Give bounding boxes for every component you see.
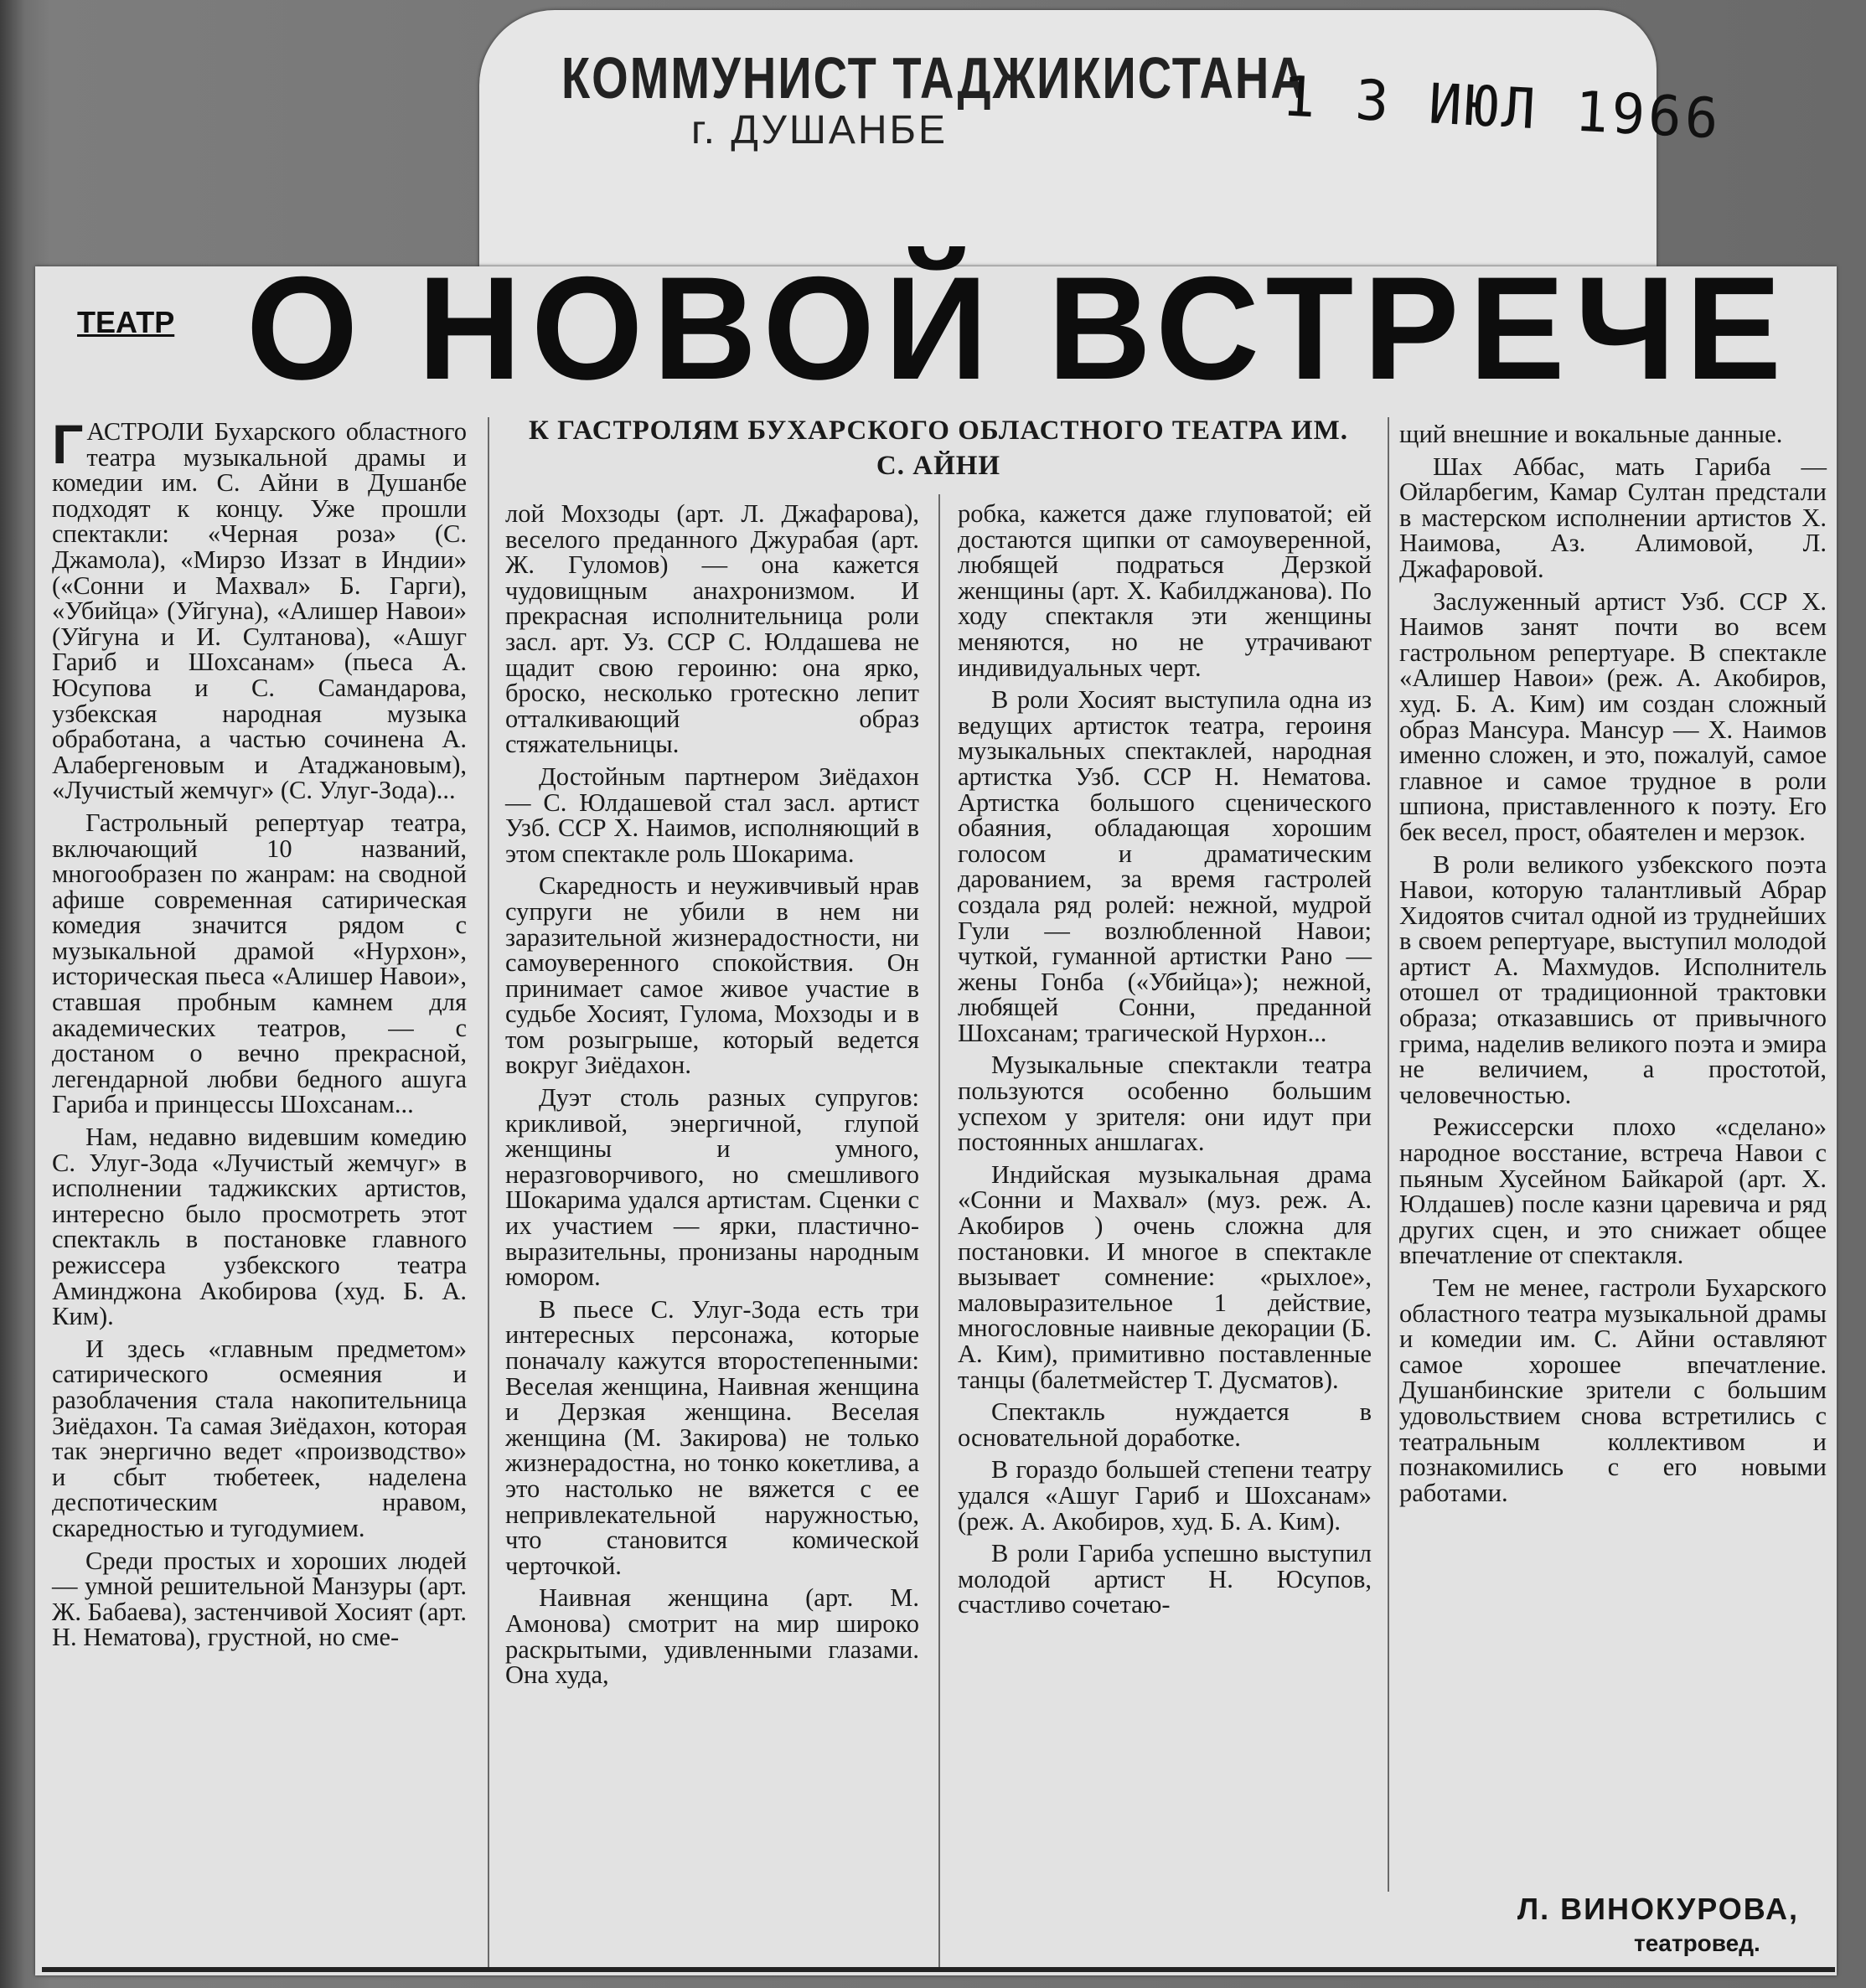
paragraph: Тем не менее, гастроли Бухарского областного театра музыкальной драмы и комедии им. С. Айни оставляют самое хорошее впечатление. Душанбинские зрители с большим удовольствием снова встретились с театральным коллективом и познакомились с его новыми работами. xyxy=(1399,1273,1827,1507)
paragraph: Музыкальные спектакли театра пользуются особенно большим успехом у зрителя: они идут при постоянных аншлагах. xyxy=(958,1051,1372,1157)
paragraph: Дуэт столь разных супругов: крикливой, энергичной, глупой женщины и умного, неразговорчивого, но смешливого Шокарима удался артистам. Сценки с их участием — ярки, пластично-выразительны, пронизаны народным юмором. xyxy=(505,1083,919,1292)
paragraph: Заслуженный артист Узб. ССР Х. Наимов занят почти во всем гастрольном репертуаре. В спектакле «Алишер Навои» (реж. А. Акобиров, худ. Б. А. Ким) им создан сложный образ Мансура. Мансур — Х. Наимов именно сложен, и это, пожалуй, самое главное и самое трудное в роли шпиона, приставленного к поэту. Его бек весел, прост, обаятелен и мерзок. xyxy=(1399,586,1827,846)
newspaper-city: г. ДУШАНБЕ xyxy=(691,108,949,152)
paragraph: В гораздо большей степени театру удался «Ашуг Гариб и Шохсанам» (реж. А. Акобиров, худ. Б. А. Ким). xyxy=(958,1455,1372,1536)
paragraph: Спектакль нуждается в основательной доработке. xyxy=(958,1397,1372,1452)
author-name: Л. ВИНОКУРОВА, xyxy=(1517,1892,1799,1926)
paragraph: Индийская музыкальная драма «Сонни и Махвал» (муз. реж. А. Акобиров ) очень сложна для постановки. И многое в спектакле вызывает сомнение: «рыхлое», маловыразительное 1 действие, многословные наивные декорации (Б. А. Ким), примитивно поставленные танцы (балетмейстер Т. Дусматов). xyxy=(958,1159,1372,1394)
article-column-1 xyxy=(52,413,467,1652)
paragraph: Наивная женщина (арт. М. Амонова) смотрит на мир широко раскрытыми, удивленными глазами. Она худа, xyxy=(505,1583,919,1690)
paragraph: В роли великого узбекского поэта Навои, которую талантливый Абрар Хидоятов считал одной из труднейших в своем репертуаре, выступил молодой артист А. Махмудов. Исполнитель отошел от традиционной трактовки образа; отказавшись от привычного грима, наделив великого поэта и эмира не величием, а простотой, человечностью. xyxy=(1399,849,1827,1109)
paragraph: Режиссерски плохо «сделано» народное восстание, встреча Навои с пьяным Хусейном Байкарой (арт. Х. Юлдашев) после казни царевича и ряд других сцен, и это снижает общее впечатление от спектакля. xyxy=(1399,1113,1827,1270)
paragraph: ГАСТРОЛИ Бухарского областного театра музыкальной драмы и комедии им. С. Айни в Душанбе подходят к концу. Уже прошли спектакли: «Черная роза» (С. Джамола), «Мирзо Иззат в Индии» («Сонни и Махвал» Б. Гарги), «Убийца» (Уйгуна), «Алишер Навои» (Уйгуна и И. Султанова), «Ашуг Гариб и Шохсанам» (пьеса А. Юсупова и С. Самандарова, узбекская народная музыка обработана, а частью сочинена А. Алабергеновым и Атаджановым), «Лучистый жемчуг» (С. Улуг-Зода)... xyxy=(52,413,467,805)
paragraph: щий внешние и вокальные данные. xyxy=(1399,420,1783,448)
column-divider xyxy=(938,494,940,1969)
paragraph: Среди простых и хороших людей — умной решительной Манзуры (арт. Ж. Бабаева), застенчивой Хосият (арт. Н. Нематова), грустной, но сме- xyxy=(52,1546,467,1652)
newspaper-name: КОММУНИСТ ТАДЖИКИСТАНА xyxy=(561,44,1306,111)
article-subtitle: К ГАСТРОЛЯМ БУХАРСКОГО ОБЛАСТНОГО ТЕАТРА ИМ. С. АЙНИ xyxy=(529,416,1348,481)
rubric-label: ТЕАТР xyxy=(77,305,175,339)
drop-cap: Г xyxy=(52,413,84,475)
article-title: О НОВОЙ ВСТРЕЧЕ xyxy=(246,247,1791,411)
author-role: театровед. xyxy=(1634,1930,1760,1956)
bottom-rule xyxy=(42,1967,1835,1972)
column-divider xyxy=(488,417,489,1967)
paragraph: робка, кажется даже глуповатой; ей достаются щипки от самоуверенной, любящей подраться Дерзкой женщины (арт. Х. Кабилджанова). По ходу спектакля эти женщины меняются, но не утрачивают индивидуальных черт. xyxy=(958,499,1372,682)
paragraph: В роли Гариба успешно выступил молодой артист Н. Юсупов, счастливо сочетаю- xyxy=(958,1539,1372,1619)
paragraph: Скаредность и неуживчивый нрав супруги не убили в нем ни заразительной жизнерадостности, ни самоуверенного спокойствия. Он принимает самое живое участие в судьбе Хосият, Гулома, Мохзоды и в том розыгрыше, который ведется вокруг Зиёдахон. xyxy=(505,871,919,1080)
article-column-2 xyxy=(505,501,919,1688)
article-column-3 xyxy=(958,501,1372,1618)
column-divider xyxy=(1388,417,1389,1892)
article-column-4 xyxy=(1399,421,1827,1505)
clipping-date-stamp: 1 3 ИЮЛ 1966 xyxy=(1280,64,1724,152)
paragraph: Шах Аббас, мать Гариба — Ойларбегим, Камар Султан предстали в мастерском исполнении артистов Х. Наимова, Аз. Алимовой, Л. Джафаровой. xyxy=(1399,452,1827,583)
paragraph: В пьесе С. Улуг-Зода есть три интересных персонажа, которые поначалу кажутся второстепенными: Веселая женщина, Наивная женщина и Дерзкая женщина. Веселая женщина (М. Закирова) не только жизнерадостна, но тонко кокетлива, а это настолько не вяжется с ее непривлекательной наружностью, что становится комической черточкой. xyxy=(505,1294,919,1580)
paragraph: Нам, недавно видевшим комедию С. Улуг-Зода «Лучистый жемчуг» в исполнении таджикских артистов, интересно было просмотреть этот спектакль в постановке главного режиссера узбекского театра Аминджона Акобирова (худ. Б. А. Ким). xyxy=(52,1123,467,1331)
paragraph: И здесь «главным предметом» сатирического осмеяния и разоблачения стала накопительница Зиёдахон. Та самая Зиёдахон, которая так энергично ведет «производство» и сбыт тюбетеек, наделена деспотическим нравом, скаредностью и тугодумием. xyxy=(52,1334,467,1542)
paragraph: Гастрольный репертуар театра, включающий 10 названий, многообразен по жанрам: на сводной афише современная сатирическая комедия значится рядом с музыкальной драмой «Нурхон», историческая пьеса «Алишер Навои», ставшая пробным камнем для академических театров, — с достаном о вечно прекрасной, легендарной любви бедного ашуга Гариба и принцессы Шохсанам... xyxy=(52,808,467,1119)
paragraph: лой Мохзоды (арт. Л. Джафарова), веселого преданного Джурабая (арт. Ж. Гуломов) — она кажется чудовищным анахронизмом. И прекрасная исполнительница роли засл. арт. Уз. ССР С. Юлдашева не щадит свою героиню: она ярко, броско, несколько гротескно лепит отталкивающий образ стяжательницы. xyxy=(505,499,919,759)
paragraph: В роли Хосият выступила одна из ведущих артисток театра, героиня музыкальных спектаклей, народная артистка Узб. ССР Н. Нематова. Артистка большого сценического обаяния, обладающая хорошим голосом и драматическим дарованием, за время гастролей создала ряд ролей: нежной, мудрой Гули — возлюбленной Навои; чуткой, гуманной артистки Рано — жены Гонба («Убийца»); нежной, любящей Сонни, преданной Шохсанам; трагической Нурхон... xyxy=(958,685,1372,1047)
paragraph: Достойным партнером Зиёдахон — С. Юлдашевой стал засл. артист Узб. ССР Х. Наимов, исполняющий в этом спектакле роль Шокарима. xyxy=(505,762,919,868)
